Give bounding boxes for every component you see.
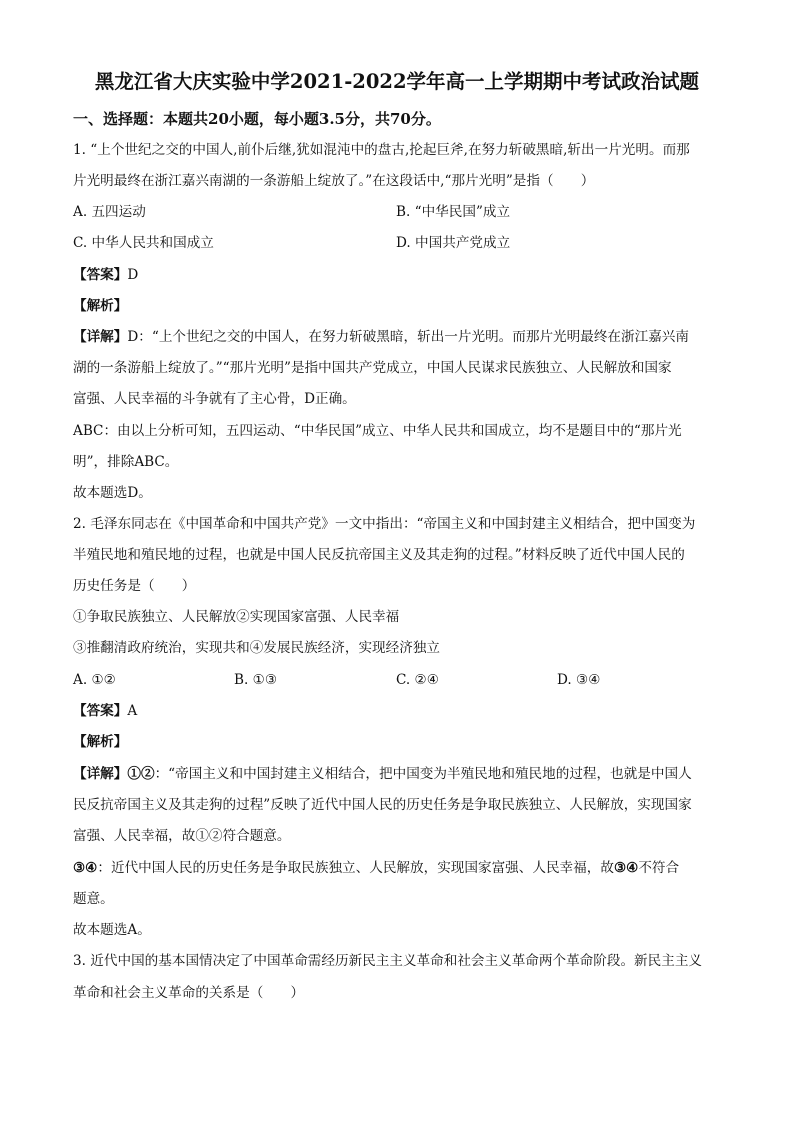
q1-stem-line-1: 1. “上个世纪之交的中国人,前仆后继,犹如混沌中的盘古,抡起巨斧,在努力斩破黑暗,斩出一片光明。而那 [73,142,690,158]
q1-detail-line-4: ABC：由以上分析可知，五四运动、“中华民国”成立、中华人民共和国成立，均不是题目中的“那片光 [73,423,682,439]
q3-stem-line-2: 革命和社会主义革命的关系是（ ） [73,985,305,1001]
q1-detail-line-5: 明”，排除ABC。 [73,454,179,470]
q2-option-b: B. ①③ [234,672,278,688]
q2-detail-marker: ①② [127,766,155,782]
page-title: 黑龙江省大庆实验中学2021-2022学年高一上学期期中考试政治试题 [94,70,700,93]
q1-stem-line-2: 片光明最终在浙江嘉兴南湖的一条游船上绽放了。”在这段话中,“那片光明”是指（ ） [73,173,595,189]
q2-detail-line-5: 题意。 [73,891,114,907]
q1-option-b: B. “中华民国”成立 [396,204,511,220]
q2-analysis-label [73,732,127,752]
q1-option-a: A. 五四运动 [73,204,146,220]
q1-analysis-label [73,296,127,316]
q1-answer-label: 【答案】 [73,267,128,283]
q2-detail-line-1 [73,764,692,784]
q1-option-c: C. 中华人民共和国成立 [73,235,214,251]
q1-conclusion: 故本题选D。 [73,485,152,501]
q2-statement-1-2: ①争取民族独立、人民解放②实现国家富强、人民幸福 [73,609,400,625]
q1-detail-line-1 [73,327,689,347]
q2-detail-line-2: 民反抗帝国主义及其走狗的过程”反映了近代中国人民的历史任务是争取民族独立、人民解放，实现国家 [73,797,692,813]
q2-statement-3-4: ③推翻清政府统治，实现共和④发展民族经济，实现经济独立 [73,640,441,656]
q2-detail-line-3: 富强、人民幸福，故①②符合题意。 [73,828,291,844]
q2-analysis-label-text: 【解析】 [73,734,128,750]
q2-stem-line-1: 2. 毛泽东同志在《中国革命和中国共产党》一文中指出：“帝国主义和中国封建主义相结合，把中国变为 [73,516,696,532]
q2-detail-line-4 [73,858,679,878]
q2-stem-line-3: 历史任务是（ ） [73,578,196,594]
q2-answer-label: 【答案】 [73,703,128,719]
q2-detail2-marker: ③④ [73,860,98,876]
q1-answer [73,265,138,285]
q3-stem-line-1: 3. 近代中国的基本国情决定了中国革命需经历新民主主义革命和社会主义革命两个革命阶段。新民主主义 [73,953,703,969]
q2-answer [73,701,137,721]
q2-option-d: D. ③④ [557,672,601,688]
q1-detail-text-1: D：“上个世纪之交的中国人，在努力斩破黑暗，斩出一片光明。而那片光明最终在浙江嘉兴南 [127,329,689,345]
q2-stem-line-2: 半殖民地和殖民地的过程，也就是中国人民反抗帝国主义及其走狗的过程。”材料反映了近代中国人民的 [73,547,685,563]
q2-answer-value: A [127,703,138,719]
q1-detail-label: 【详解】 [73,329,128,345]
q1-detail-line-3: 富强、人民幸福的斗争就有了主心骨，D正确。 [73,391,356,407]
section-heading: 一、选择题：本题共20小题，每小题3.5分，共70分。 [73,110,441,128]
q2-detail2-text: ：近代中国人民的历史任务是争取民族独立、人民解放，实现国家富强、人民幸福，故 [97,860,614,876]
q2-option-c: C. ②④ [396,672,439,688]
q2-option-a: A. ①② [73,672,116,688]
q2-detail2-marker-end: ③④ [613,860,639,876]
q2-detail-label: 【详解】 [73,766,128,782]
q2-detail-text-1: ：“帝国主义和中国封建主义相结合，把中国变为半殖民地和殖民地的过程，也就是中国人 [154,766,692,782]
q1-analysis-label-text: 【解析】 [73,298,128,314]
q2-conclusion: 故本题选A。 [73,922,151,938]
q1-detail-line-2: 湖的一条游船上绽放了。”“那片光明”是指中国共产党成立，中国人民谋求民族独立、人民解放和国家 [73,360,672,376]
q1-answer-value: D [127,267,139,283]
q2-detail2-end: 不符合 [638,860,680,876]
q1-option-d: D. 中国共产党成立 [396,235,511,251]
